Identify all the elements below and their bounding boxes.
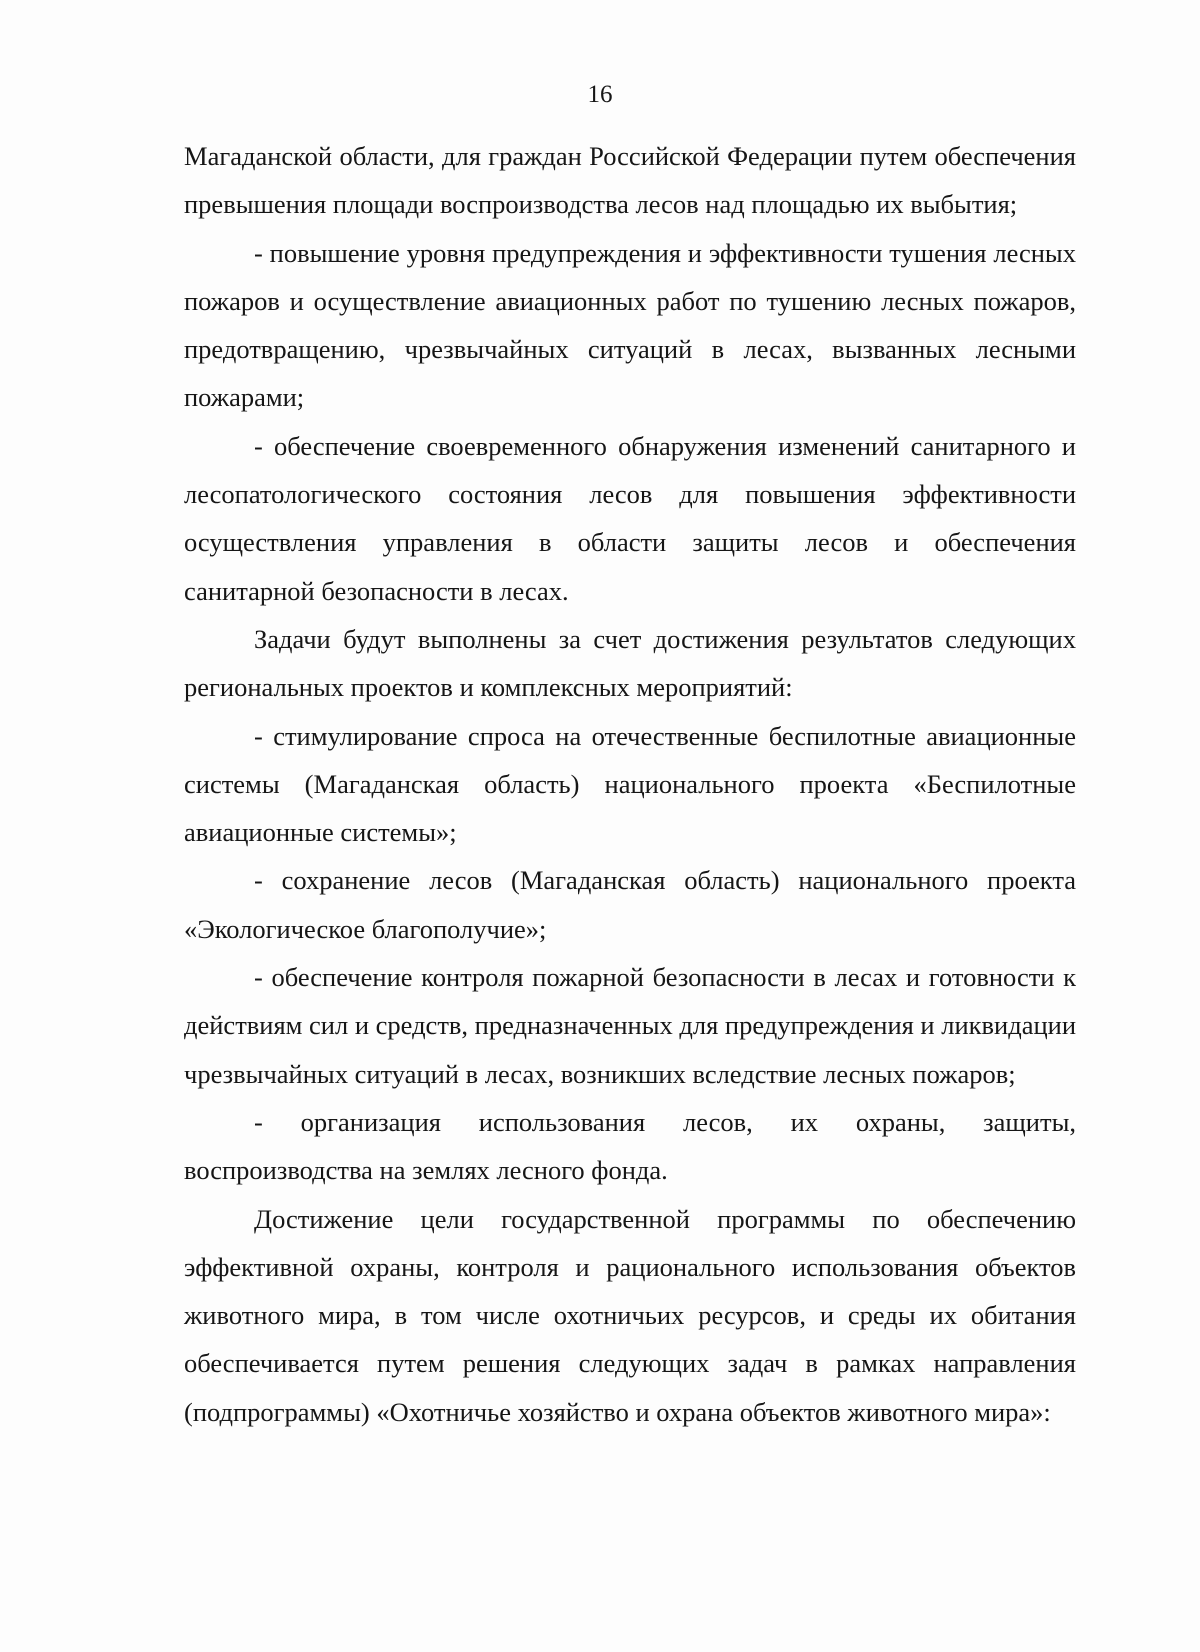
page-number: 16 [587,81,613,108]
paragraph-list-item: - организация использования лесов, их охраны, защиты, воспроизводства на землях лесного фонда. [184,1106,1076,1186]
paragraph-continuation: Магаданской области, для граждан Российской Федерации путем обеспечения превышения площади воспроизводства лесов над площадью их выбытия; [184,141,1076,220]
paragraph-list-item: - стимулирование спроса на отечественные беспилотные авиационные системы (Магаданская область) национального проекта «Беспилотные авиационные системы»; [184,720,1076,848]
paragraph-list-item: - повышение уровня предупреждения и эффективности тушения лесных пожаров и осуществление авиационных работ по тушению лесных пожаров, предотвращению, чрезвычайных ситуаций в лесах, вызванных лесными пожарами; [184,237,1076,413]
paragraph: Задачи будут выполнены за счет достижения результатов следующих региональных проектов и комплексных мероприятий: [184,623,1076,703]
paragraph-list-item: - сохранение лесов (Магаданская область) национального проекта «Экологическое благополучие»; [184,865,1076,944]
paragraph-list-item: - обеспечение своевременного обнаружения изменений санитарного и лесопатологического состояния лесов для повышения эффективности осуществления управления в области защиты лесов и обеспечения санитарной безопасности в лесах. [184,430,1076,606]
paragraph: Достижение цели государственной программы по обеспечению эффективной охраны, контроля и рационального использования объектов животного мира, в том числе охотничьих ресурсов, и среды их обитания обеспечивается путем решения следующих задач в рамках направления (подпрограммы) «Охотничье хозяйство и охрана объектов животного мира»: [184,1203,1076,1427]
paragraph-list-item: - обеспечение контроля пожарной безопасности в лесах и готовности к действиям сил и средств, предназначенных для предупреждения и ликвидации чрезвычайных ситуаций в лесах, возникших вследствие лесных пожаров; [184,962,1077,1089]
body-text [184,132,1076,1436]
